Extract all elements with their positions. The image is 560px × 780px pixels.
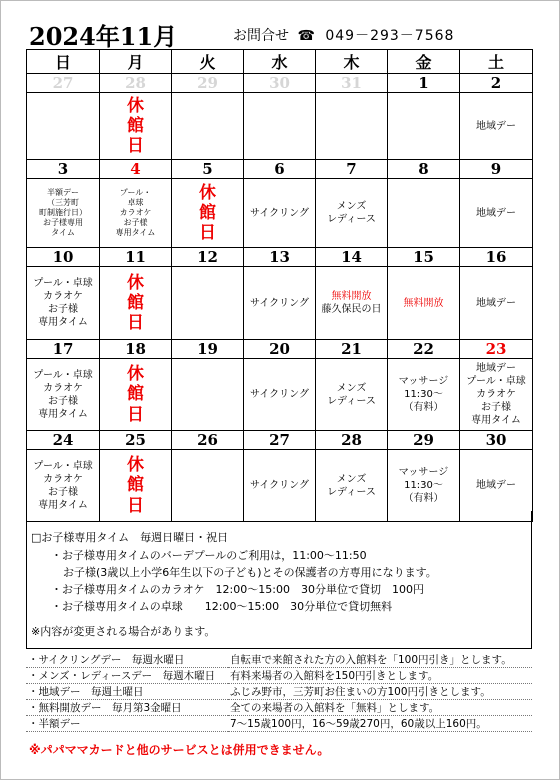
event-text: サイクリング	[250, 207, 309, 219]
day-cell	[172, 179, 244, 248]
legend-row	[26, 652, 532, 668]
day-number: 29	[388, 431, 460, 450]
event-text: 11:30～	[404, 389, 443, 400]
legend-name: ・サイクリングデー 毎週水曜日	[26, 652, 228, 668]
day-cell	[100, 267, 172, 340]
event-text: お子様	[48, 486, 78, 498]
day-number: 16	[460, 248, 533, 267]
day-number: 21	[316, 340, 388, 359]
closed-day-label: 日	[127, 404, 144, 425]
notes-heading: □お子様専用タイム 毎週日曜日・祝日	[31, 531, 229, 544]
closed-day-label: 館	[127, 384, 144, 405]
event-text: プール・卓球	[33, 369, 93, 381]
date-number-row	[27, 248, 533, 267]
closed-day-label: 館	[127, 292, 144, 313]
notes-box	[26, 511, 532, 649]
day-number: 11	[100, 248, 172, 267]
day-cell	[316, 179, 388, 248]
day-cell	[100, 93, 172, 160]
event-text: サイクリング	[250, 480, 309, 491]
event-text: 卓球	[127, 198, 144, 207]
event-text: サイクリング	[250, 389, 309, 400]
day-number: 29	[172, 74, 244, 93]
legend-name: ・地域デー 毎週土曜日	[26, 684, 228, 700]
phone-number: 049－293－7568	[325, 28, 455, 44]
day-cell	[27, 359, 100, 431]
closed-day-label: 日	[127, 495, 144, 516]
event-row	[27, 93, 533, 160]
day-cell	[316, 359, 388, 431]
day-number: 3	[27, 160, 100, 179]
event-text: プール・卓球	[33, 460, 93, 472]
day-cell	[316, 93, 388, 160]
weekday-mon: 月	[100, 50, 172, 74]
legend-desc: 7～15歳100円，16～59歳270円，60歳以上160円。	[228, 716, 532, 732]
legend-desc: ふじみ野市，三芳町お住まいの方100円引きとします。	[228, 684, 532, 700]
day-number: 19	[172, 340, 244, 359]
day-cell	[460, 359, 533, 431]
event-text: 地域デー	[476, 480, 516, 491]
day-number: 14	[316, 248, 388, 267]
day-number: 24	[27, 431, 100, 450]
warning-text: ※パパママカードと他のサービスとは併用できません。	[29, 743, 330, 757]
day-number: 4	[100, 160, 172, 179]
contact-info	[233, 25, 454, 45]
weekday-tue: 火	[172, 50, 244, 74]
notes-caution: ※内容が変更される場合があります。	[31, 625, 216, 638]
day-number: 7	[316, 160, 388, 179]
event-text: マッサージ	[398, 376, 449, 387]
event-text: 無料開放	[403, 297, 444, 309]
legend-row	[26, 668, 532, 684]
day-cell	[244, 179, 316, 248]
event-text: カラオケ	[476, 389, 516, 400]
notes-line: ・お子様専用タイムのカラオケ 12:00～15:00 30分単位で貸切 100円	[51, 583, 424, 596]
event-text: カラオケ	[43, 382, 83, 394]
day-number: 28	[316, 431, 388, 450]
day-number: 22	[388, 340, 460, 359]
notes-line: お子様(3歳以上小学6年生以下の子ども)とその保護者の方専用になります。	[63, 566, 437, 579]
day-number: 23	[460, 340, 533, 359]
event-text: 専用タイム	[38, 499, 88, 511]
legend-row	[26, 716, 532, 732]
event-row	[27, 179, 533, 248]
event-text: 専用タイム	[38, 317, 88, 328]
day-cell	[388, 179, 460, 248]
day-cell	[460, 93, 533, 160]
date-number-row	[27, 74, 533, 93]
event-text: お子様	[48, 304, 78, 315]
closed-day-label: 休	[199, 182, 216, 203]
event-text: レディース	[327, 486, 376, 498]
event-text: メンズ	[336, 201, 367, 212]
event-text: 地域デー	[476, 363, 516, 374]
legend-name: ・メンズ・レディースデー 毎週木曜日	[26, 668, 228, 684]
day-number: 18	[100, 340, 172, 359]
day-cell	[244, 93, 316, 160]
event-text: 町制施行日）	[39, 208, 87, 217]
event-text: 専用タイム	[471, 415, 521, 426]
day-number: 27	[27, 74, 100, 93]
event-text: プール・	[119, 188, 152, 197]
contact-label: お問合せ	[233, 28, 289, 44]
event-row	[27, 359, 533, 431]
closed-day-label: 休	[127, 455, 144, 476]
page-title: 2024年11月	[29, 22, 178, 51]
day-number: 6	[244, 160, 316, 179]
day-number: 30	[460, 431, 533, 450]
legend-name: ・無料開放デー 毎月第3金曜日	[26, 700, 228, 716]
legend-desc: 全ての来場者の入館料を「無料」とします。	[228, 700, 532, 716]
event-text: 藤久保民の日	[321, 304, 382, 315]
day-cell	[27, 267, 100, 340]
legend-desc: 有料来場者の入館料を150円引きとします。	[228, 668, 532, 684]
event-text: お子様	[123, 218, 148, 227]
event-text: メンズ	[336, 473, 367, 485]
event-text: レディース	[327, 395, 376, 407]
notes-line: ・お子様専用タイムの卓球 12:00～15:00 30分単位で貸切無料	[51, 600, 393, 613]
closed-day-label: 館	[127, 115, 144, 136]
date-number-row	[27, 431, 533, 450]
date-number-row	[27, 160, 533, 179]
event-text: レディース	[327, 214, 376, 225]
day-cell	[388, 267, 460, 340]
day-number: 28	[100, 74, 172, 93]
event-text: 11:30～	[404, 480, 443, 491]
closed-day-label: 日	[127, 313, 144, 334]
day-cell	[244, 267, 316, 340]
event-text: 無料開放	[331, 291, 372, 302]
event-text: カラオケ	[119, 208, 152, 217]
day-cell	[244, 359, 316, 431]
event-text: 専用タイム	[38, 408, 88, 420]
event-text: サイクリング	[250, 297, 309, 309]
weekday-fri: 金	[388, 50, 460, 74]
day-number: 31	[316, 74, 388, 93]
event-text: 専用タイム	[115, 228, 156, 237]
event-row	[27, 267, 533, 340]
day-cell	[100, 179, 172, 248]
event-text: カラオケ	[43, 473, 83, 485]
legend-row	[26, 700, 532, 716]
weekday-sat: 土	[460, 50, 533, 74]
closed-day-label: 休	[127, 272, 144, 293]
event-text: （有料）	[403, 493, 444, 504]
closed-day-label: 休	[127, 95, 144, 116]
event-text: （有料）	[403, 402, 444, 413]
event-text: メンズ	[336, 382, 367, 394]
day-number: 20	[244, 340, 316, 359]
event-text: プール・卓球	[33, 278, 93, 289]
day-number: 27	[244, 431, 316, 450]
day-number: 10	[27, 248, 100, 267]
event-text: お子様	[48, 395, 78, 407]
day-number: 30	[244, 74, 316, 93]
closed-day-label: 日	[199, 223, 216, 244]
calendar-grid	[26, 49, 533, 522]
day-cell	[27, 93, 100, 160]
date-number-row	[27, 340, 533, 359]
event-text: お子様	[481, 402, 511, 413]
event-text: 地域デー	[476, 297, 516, 309]
closed-day-label: 館	[127, 475, 144, 496]
closed-day-label: 館	[199, 202, 216, 223]
day-cell	[27, 179, 100, 248]
event-text: お子様専用	[43, 218, 83, 227]
day-number: 1	[388, 74, 460, 93]
event-text: タイム	[51, 228, 75, 237]
day-number: 5	[172, 160, 244, 179]
day-cell	[100, 359, 172, 431]
legend-desc: 自転車で来館された方の入館料を「100円引き」とします。	[228, 652, 532, 668]
day-cell	[316, 267, 388, 340]
legend-name: ・半額デー	[26, 716, 228, 732]
event-text: 地域デー	[476, 207, 516, 219]
day-cell	[460, 267, 533, 340]
weekday-thu: 木	[316, 50, 388, 74]
day-number: 26	[172, 431, 244, 450]
event-text: （三芳町	[47, 198, 79, 207]
day-cell	[172, 359, 244, 431]
weekday-header-row	[27, 50, 533, 74]
day-number: 17	[27, 340, 100, 359]
legend-table	[26, 652, 532, 732]
day-number: 15	[388, 248, 460, 267]
closed-day-label: 日	[127, 136, 144, 157]
event-text: カラオケ	[43, 291, 83, 302]
day-number: 8	[388, 160, 460, 179]
day-number: 25	[100, 431, 172, 450]
weekday-wed: 水	[244, 50, 316, 74]
day-cell	[388, 93, 460, 160]
day-cell	[388, 359, 460, 431]
day-cell	[172, 93, 244, 160]
day-number: 12	[172, 248, 244, 267]
day-cell	[172, 267, 244, 340]
day-number: 9	[460, 160, 533, 179]
notes-line: ・お子様専用タイムのバーデプールのご利用は，11:00～11:50	[51, 549, 367, 562]
day-number: 2	[460, 74, 533, 93]
event-text: プール・卓球	[466, 376, 526, 387]
day-cell	[460, 179, 533, 248]
event-text: 半額デー	[47, 188, 79, 197]
event-text: マッサージ	[398, 467, 449, 478]
day-number: 13	[244, 248, 316, 267]
weekday-sun: 日	[27, 50, 100, 74]
legend-row	[26, 684, 532, 700]
closed-day-label: 休	[127, 364, 144, 385]
phone-icon: ☎	[297, 28, 315, 44]
event-text: 地域デー	[476, 120, 516, 132]
